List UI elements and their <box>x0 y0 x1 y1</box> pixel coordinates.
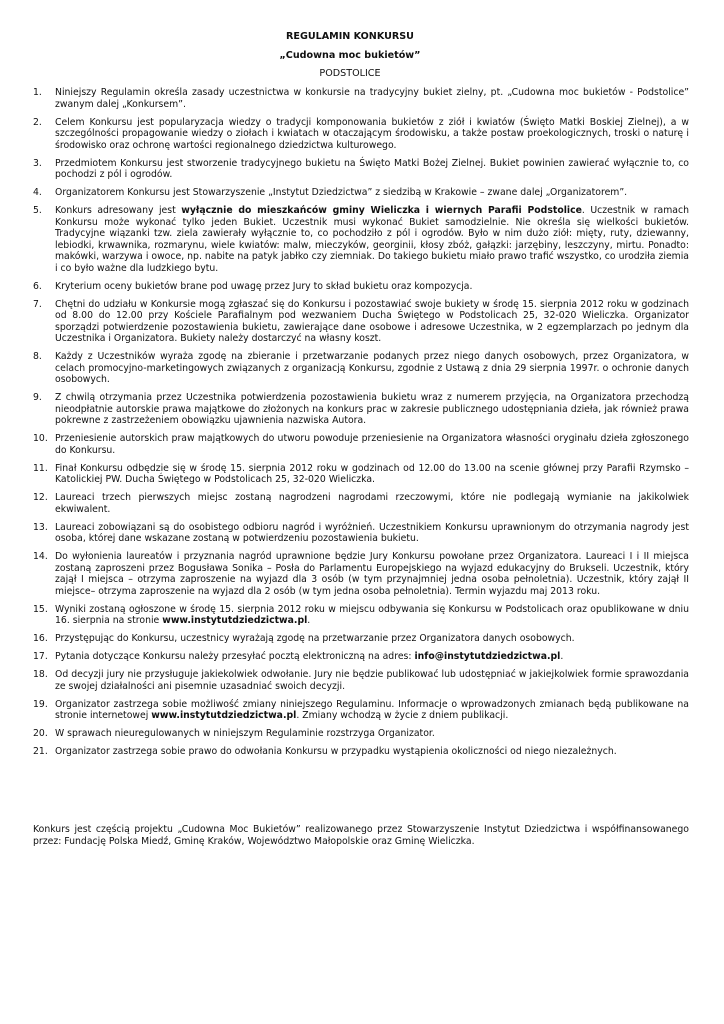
rule-text <box>55 604 689 627</box>
rule-text <box>55 158 689 181</box>
rule-text-part: Finał Konkursu odbędzie się w środę 15. sierpnia 2012 roku w godzinach od 12.00 do 13.00 na scenie głównej przy Parafii Rzymsko – Katolickiej PW. Ducha Świętego w Podstolicach 25, 32-020 Wieliczka. <box>55 462 689 485</box>
rule-item <box>33 551 689 597</box>
rule-text-part: . <box>560 651 564 662</box>
rule-text-part: Konkurs adresowany jest <box>55 205 182 216</box>
rule-text-part: Z chwilą otrzymania przez Uczestnika potwierdzenia pozostawienia bukietu wraz z numerem przyjęcia, na Organizatora przechodzą nieodpłatnie autorskie prawa majątkowe do złożonych na konkurs prac w zakresie publicznego udostępniania dzieła, jak również prawa pokrewne z zastrzeżeniem obowiązku ujawnienia nazwiska Autora. <box>55 392 689 426</box>
rule-text-part: Chętni do udziału w Konkursie mogą zgłaszać się do Konkursu i pozostawiać swoje bukiety w środę 15. sierpnia 2012 roku w godzinach od 8.00 do 12.00 przy Kościele Parafialnym pod wezwaniem Ducha Świętego w Podstolicach 25, 32-020 Wieliczka. Organizator sporządzi potwierdzenie pozostawienia bukietu, zawierające dane osobowe i adresowe Uczestnika, w 2 egzemplarzach po jednym dla Uczestnika i Organizatora. Bukiety należy dostarczyć na własny koszt. <box>55 298 689 344</box>
rule-text-bold: www.instytutdziedzictwa.pl <box>162 615 308 626</box>
rule-text <box>55 205 689 274</box>
rule-number: 8. <box>33 351 42 362</box>
rule-text-part: . Zmiany wchodzą w życie z dniem publikacji. <box>296 710 509 721</box>
rule-text-part: Wyniki zostaną ogłoszone w środę 15. sierpnia 2012 roku w miejscu odbywania się Konkursu w Podstolicach oraz opublikowane w dniu 16. sierpnia na stronie <box>55 603 689 626</box>
rule-item <box>33 728 689 740</box>
rule-number: 2. <box>33 116 42 128</box>
rule-text-part: Organizatorem Konkursu jest Stowarzyszenie „Instytut Dziedzictwa” z siedzibą w Krakowie – zwane dalej „Organizatorem”. <box>55 187 628 198</box>
rule-item <box>33 205 689 274</box>
rule-item <box>33 87 689 110</box>
rule-item <box>33 158 689 181</box>
rule-text-part: Przedmiotem Konkursu jest stworzenie tradycyjnego bukietu na Święto Matki Bożej Zielnej. Bukiet powinien zawierać wyłącznie to, co pochodzi z pól i ogrodów. <box>55 157 689 180</box>
rule-number: 10. <box>33 433 48 444</box>
rule-text <box>55 651 689 663</box>
rule-text-part: Laureaci zobowiązani są do osobistego odbioru nagród i wyróżnień. Uczestnikiem Konkursu uprawnionym do otrzymania nagrody jest osoba, której dane wskazane zostaną w potwierdzeniu pozostawienia bukietu. <box>55 521 689 544</box>
rule-number: 4. <box>33 187 42 198</box>
document-title: REGULAMIN KONKURSU <box>286 31 414 42</box>
rule-number: 12. <box>33 492 48 503</box>
rule-text-part: Każdy z Uczestników wyraża zgodę na zbieranie i przetwarzanie podanych przez niego danych osobowych, przez Organizatora, w celach promocyjno-marketingowych związanych z organizacją Konkursu, zgodnie z Ustawą z dnia 29 sierpnia 1997r. o ochronie danych osobowych. <box>55 351 689 385</box>
rule-number: 19. <box>33 698 48 710</box>
rule-text-part: W sprawach nieuregulowanych w niniejszym Regulaminie rozstrzyga Organizator. <box>55 728 435 739</box>
rule-text-bold: www.instytutdziedzictwa.pl <box>151 710 297 721</box>
rule-text-part: Celem Konkursu jest popularyzacja wiedzy o tradycji komponowania bukietów z ziół i kwiatów (Święto Matki Boskiej Zielnej), a w szczególności propagowanie wiedzy o ziołach i kwiatach w otaczającym środowisku, a także postaw proekologicznych, troski o naturę i środowisko oraz ochronę wartości regionalnego dziedzictwa kulturowego. <box>55 116 689 151</box>
rule-number: 13. <box>33 521 48 533</box>
rule-item <box>33 746 689 758</box>
rule-number: 15. <box>33 603 48 615</box>
rule-item <box>33 522 689 545</box>
rule-item <box>33 299 689 345</box>
rule-number: 6. <box>33 280 42 292</box>
rules-list <box>33 87 689 764</box>
rule-number: 17. <box>33 651 48 662</box>
rule-text <box>55 281 689 293</box>
rule-item <box>33 281 689 293</box>
rule-item <box>33 604 689 627</box>
rule-text-part: Do wyłonienia laureatów i przyznania nagród uprawnione będzie Jury Konkursu powołane przez Organizatora. Laureaci I i II miejsca zostaną zaproszeni przez Bogusława Sonika – Posła do Parlamentu Europejskiego na wyjazd edukacyjny do Brukseli. Uczestnik, który zajął I miejsca – otrzyma zaproszenie na wyjazd dla 3 osób (w tym przynajmniej jedna osoba pełnoletnia). Uczestnik, który zajął II miejsce– otrzyma zaproszenie na wyjazd dla 2 osób (w tym jedna osoba pełnoletnia). Termin wyjazdu maj 2013 roku. <box>55 551 689 597</box>
rule-text <box>55 551 689 597</box>
rule-text <box>55 87 689 110</box>
rule-text <box>55 463 689 486</box>
rule-number: 9. <box>33 392 42 403</box>
rule-text-part: Laureaci trzech pierwszych miejsc zostaną nagrodzeni nagrodami rzeczowymi, które nie podlegają wymianie na jakikolwiek ekwiwalent. <box>55 492 689 515</box>
rule-number: 14. <box>33 551 48 562</box>
rule-text-part: Pytania dotyczące Konkursu należy przesyłać pocztą elektroniczną na adres: <box>55 651 415 662</box>
rule-number: 7. <box>33 298 42 310</box>
rule-text <box>55 492 689 515</box>
rule-text-part: Przystępując do Konkursu, uczestnicy wyrażają zgodę na przetwarzanie przez Organizatora danych osobowych. <box>55 633 575 644</box>
contest-name: „Cudowna moc bukietów” <box>279 50 421 61</box>
rule-text-part: . Uczestnik w ramach Konkursu może wykonać tylko jeden Bukiet. Uczestnik musi wykonać Bukiet samodzielnie. Nie określa się wielkości bukietów. Tradycyjne wiązanki tzw. ziela zawierały wyłącznie to, co pochodziło z pól i ogrodów. Było w nim dużo ziół: mięty, ruty, dziewanny, lebiodki, krwawnika, rozmarynu, wiele kwiatów: malw, mieczyków, georginii, kłosy zbóż, gałązki: jarzębiny, leszczyny, mirtu. Ponadto: makówki, warzywa i owoce, np. nabite na patyk jabłko czy ziemniak. Do takiego bukietu miało prawo trafić wszystko, co urodziła ziemia i co było ważne dla ludzkiego bytu. <box>55 205 690 274</box>
rule-number: 11. <box>33 462 48 474</box>
rule-number: 20. <box>33 728 48 739</box>
contest-location: PODSTOLICE <box>319 68 381 79</box>
rule-text-part: Przeniesienie autorskich praw majątkowych do utworu powoduje przeniesienie na Organizatora własności oryginału dzieła zgłoszonego do Konkursu. <box>55 433 689 456</box>
footer-note: Konkurs jest częścią projektu „Cudowna Moc Bukietów” realizowanego przez Stowarzyszenie Instytut Dziedzictwa i współfinansowanego przez: Fundację Polska Miedź, Gminę Kraków, Województwo Małopolskie oraz Gminę Wieliczka. <box>33 824 689 847</box>
rule-item <box>33 392 689 427</box>
rule-number: 5. <box>33 205 42 216</box>
rule-text <box>55 187 689 199</box>
rule-number: 18. <box>33 669 48 680</box>
rule-text <box>55 669 689 692</box>
rule-item <box>33 633 689 645</box>
rule-text <box>55 633 689 645</box>
rule-item <box>33 669 689 692</box>
rule-text-part: Organizator zastrzega sobie prawo do odwołania Konkursu w przypadku wystąpienia okoliczności od niego niezależnych. <box>55 746 617 757</box>
rule-item <box>33 117 689 152</box>
rule-text <box>55 699 689 722</box>
rule-text-part: . <box>307 615 311 626</box>
rule-text <box>55 351 689 386</box>
rule-text-part: Organizator zastrzega sobie możliwość zmiany niniejszego Regulaminu. Informacje o wprowadzonych zmianach będą publikowane na stronie internetowej <box>55 698 689 721</box>
rule-item <box>33 492 689 515</box>
rule-text-part: Od decyzji jury nie przysługuje jakiekolwiek odwołanie. Jury nie będzie publikować lub udostępniać w jakiejkolwiek formie sprawozdania ze swojej działalności ani pisemnie uzasadniać swoich decyzji. <box>55 669 689 692</box>
rule-text <box>55 299 689 345</box>
rule-item <box>33 463 689 486</box>
rule-text <box>55 522 689 545</box>
rule-number: 1. <box>33 87 42 98</box>
rule-item <box>33 187 689 199</box>
rule-text <box>55 392 689 427</box>
rule-text <box>55 746 689 758</box>
rule-text-part: Kryterium oceny bukietów brane pod uwagę przez Jury to skład bukietu oraz kompozycja. <box>55 280 473 292</box>
rule-item <box>33 351 689 386</box>
rule-item <box>33 651 689 663</box>
rule-text-bold: wyłącznie do mieszkańców gminy Wieliczka i wiernych Parafii Podstolice <box>181 205 582 216</box>
rule-number: 16. <box>33 633 48 644</box>
rule-text <box>55 728 689 740</box>
rule-text <box>55 117 689 152</box>
rule-text-bold: info@instytutdziedzictwa.pl <box>414 651 561 662</box>
rule-text-part: Niniejszy Regulamin określa zasady uczestnictwa w konkursie na tradycyjny bukiet zielny, pt. „Cudowna moc bukietów - Podstolice” zwanym dalej „Konkursem”. <box>55 87 689 110</box>
rule-number: 3. <box>33 157 42 169</box>
rule-text <box>55 433 689 456</box>
rule-item <box>33 433 689 456</box>
rule-item <box>33 699 689 722</box>
rule-number: 21. <box>33 746 48 757</box>
